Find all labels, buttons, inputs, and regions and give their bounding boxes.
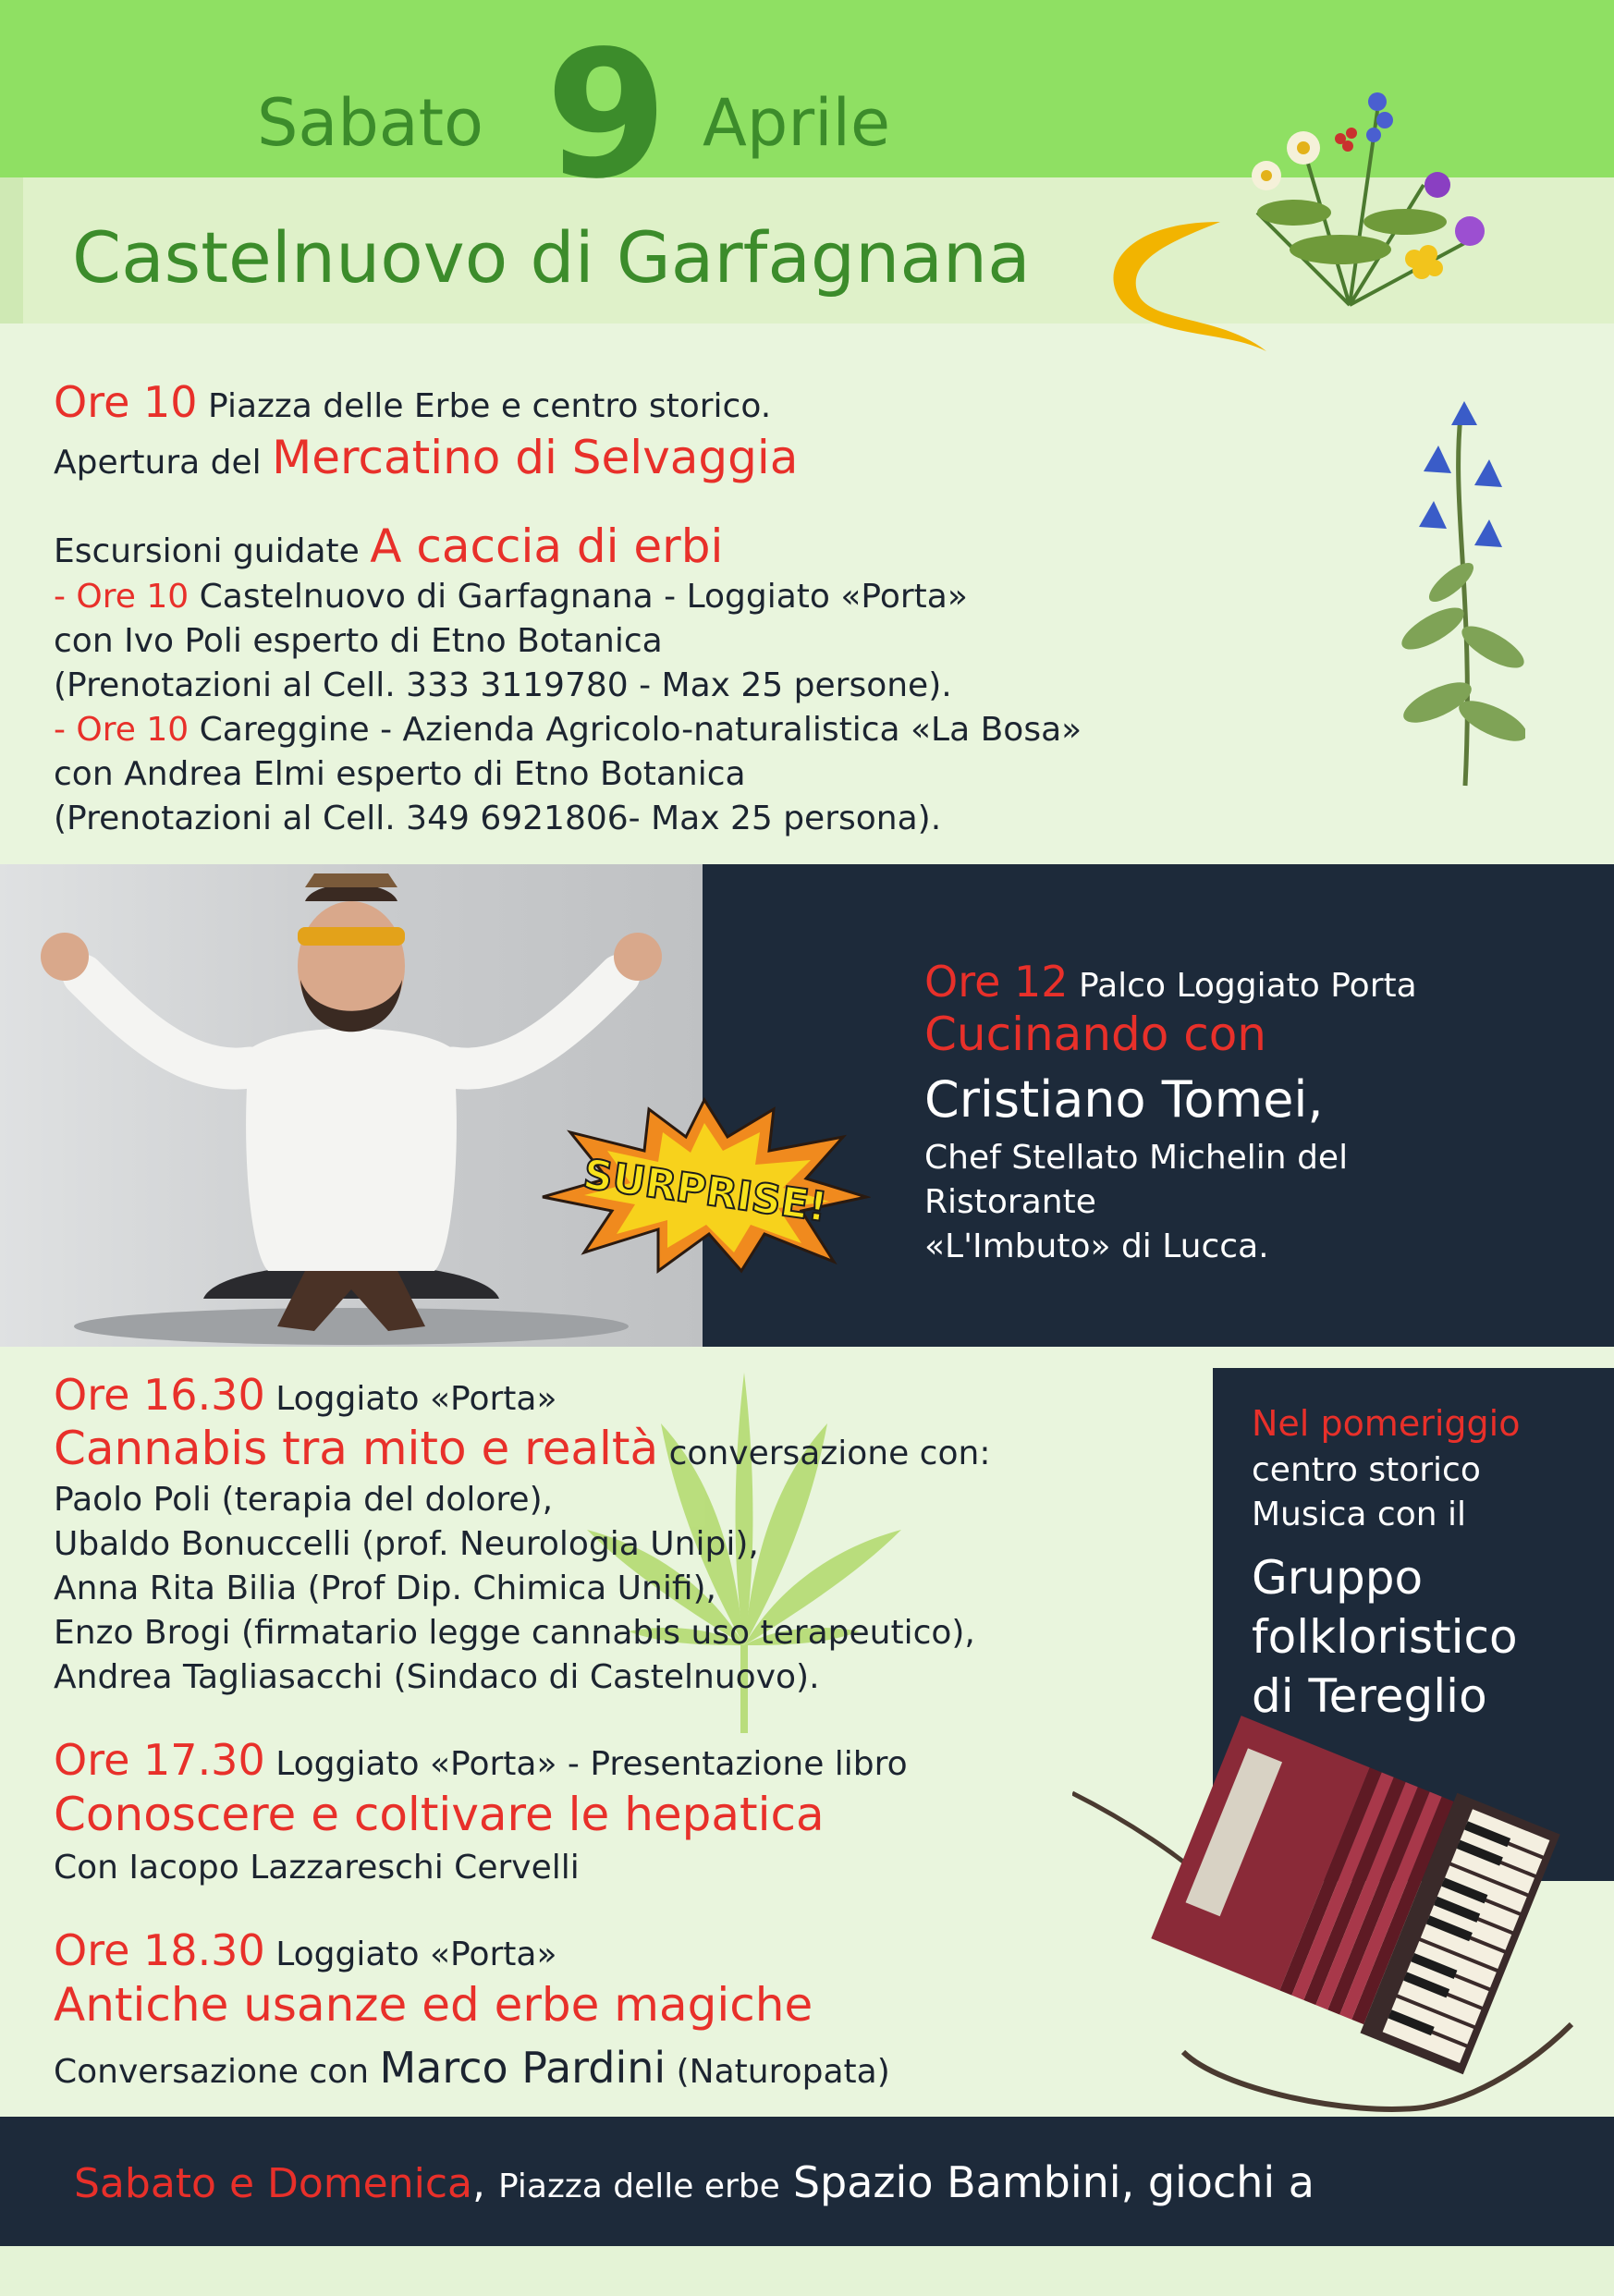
event-1630-speaker-2: Ubaldo Bonuccelli (prof. Neurologia Unipi), [54, 1525, 759, 1563]
opening-prefix: Apertura del [54, 444, 262, 482]
music-group-2: folkloristico [1252, 1610, 1518, 1664]
tour-1-guide: con Ivo Poli esperto di Etno Botanica [54, 622, 663, 660]
event-1830-time: Ore 18.30 [54, 1925, 265, 1975]
event-1630-speaker-4: Enzo Brogi (firmatario legge cannabis uso terapeutico), [54, 1614, 975, 1652]
event-1730-title: Conoscere e coltivare le hepatica [54, 1788, 825, 1841]
chef-desc-1: Chef Stellato Michelin del [924, 1139, 1349, 1177]
date-month: Aprile [703, 85, 891, 161]
herbs-illustration [1192, 74, 1507, 314]
tour-2-place: Careggine - Azienda Agricolo-naturalistica «La Bosa» [199, 711, 1082, 749]
footer-sep: , [472, 2160, 485, 2207]
surprise-burst [538, 1095, 871, 1276]
footer-text [74, 2157, 1314, 2207]
tour-1-line-1 [54, 578, 968, 616]
chef-desc-2: Ristorante [924, 1183, 1096, 1221]
event-1830-conv-prefix: Conversazione con [54, 2053, 370, 2091]
event-1830-conversation [54, 2043, 890, 2093]
surprise-label: SURPRISE! [580, 1150, 830, 1232]
tour-1-booking: (Prenotazioni al Cell. 333 3119780 - Max 25 persone). [54, 666, 952, 704]
music-group-3: di Tereglio [1252, 1669, 1487, 1723]
excursions-prefix: Escursioni guidate [54, 532, 360, 570]
accordion-illustration [1072, 1701, 1599, 2126]
event-1730-time: Ore 17.30 [54, 1735, 265, 1785]
tour-2-booking: (Prenotazioni al Cell. 349 6921806- Max 25 persona). [54, 800, 942, 837]
event-1630-speaker-3: Anna Rita Bilia (Prof Dip. Chimica Unifi), [54, 1569, 716, 1607]
event-1630-line-1 [54, 1370, 556, 1420]
event-1630-time: Ore 16.30 [54, 1370, 265, 1420]
event-1730-line-1 [54, 1735, 908, 1785]
footer-lead: Sabato e Domenica [74, 2160, 472, 2207]
music-group-1: Gruppo [1252, 1551, 1424, 1605]
footer-bottom-strip [0, 2246, 1614, 2296]
header-strip [0, 177, 23, 324]
excursions-line [54, 519, 723, 573]
event-1630-speaker-1: Paolo Poli (terapia del dolore), [54, 1481, 554, 1519]
noon-place: Palco Loggiato Porta [1079, 967, 1417, 1005]
event-1630-place: Loggiato «Porta» [275, 1380, 557, 1418]
music-line-2: Musica con il [1252, 1496, 1467, 1533]
tour-2-guide: con Andrea Elmi esperto di Etno Botanica [54, 755, 746, 793]
tour-1-time: - Ore 10 [54, 578, 190, 616]
event-1830-title: Antiche usanze ed erbe magiche [54, 1978, 813, 2032]
noon-line-1 [924, 957, 1417, 1007]
event-1730-author: Con Iacopo Lazzareschi Cervelli [54, 1849, 580, 1887]
music-line-1: centro storico [1252, 1451, 1481, 1489]
morning-place: Piazza delle Erbe e centro storico. [208, 387, 772, 425]
date-day-name: Sabato [257, 85, 483, 161]
event-1830-conv-name: Marco Pardini [379, 2043, 666, 2093]
footer-place: Piazza delle erbe [498, 2168, 780, 2205]
music-lead: Nel pomeriggio [1252, 1403, 1521, 1444]
excursions-title: A caccia di erbi [370, 519, 724, 573]
event-1830-place: Loggiato «Porta» [275, 1936, 557, 1973]
morning-time: Ore 10 [54, 377, 198, 427]
event-1630-title: Cannabis tra mito e realtà [54, 1422, 659, 1475]
event-1830-conv-suffix: (Naturopata) [676, 2053, 890, 2091]
event-1830-line-1 [54, 1925, 556, 1975]
morning-line-1 [54, 377, 771, 427]
chef-desc-3: «L'Imbuto» di Lucca. [924, 1227, 1269, 1265]
chef-name: Cristiano Tomei, [924, 1070, 1324, 1129]
town-title: Castelnuovo di Garfagnana [72, 216, 1031, 299]
event-1630-title-line [54, 1422, 990, 1475]
event-1730-place: Loggiato «Porta» - Presentazione libro [275, 1745, 908, 1783]
noon-title: Cucinando con [924, 1008, 1266, 1061]
market-title: Mercatino di Selvaggia [272, 431, 799, 484]
morning-line-2 [54, 431, 798, 484]
event-1630-speaker-5: Andrea Tagliasacchi (Sindaco di Castelnuovo). [54, 1658, 820, 1696]
tour-1-place: Castelnuovo di Garfagnana - Loggiato «Porta» [199, 578, 968, 616]
tour-2-line-1 [54, 711, 1082, 749]
gentian-illustration [1387, 397, 1525, 795]
footer-rest: Spazio Bambini, giochi a [792, 2157, 1314, 2207]
event-1630-title-suffix: conversazione con: [668, 1435, 991, 1472]
noon-time: Ore 12 [924, 957, 1069, 1007]
date-day-number: 9 [545, 13, 668, 217]
tour-2-time: - Ore 10 [54, 711, 190, 749]
